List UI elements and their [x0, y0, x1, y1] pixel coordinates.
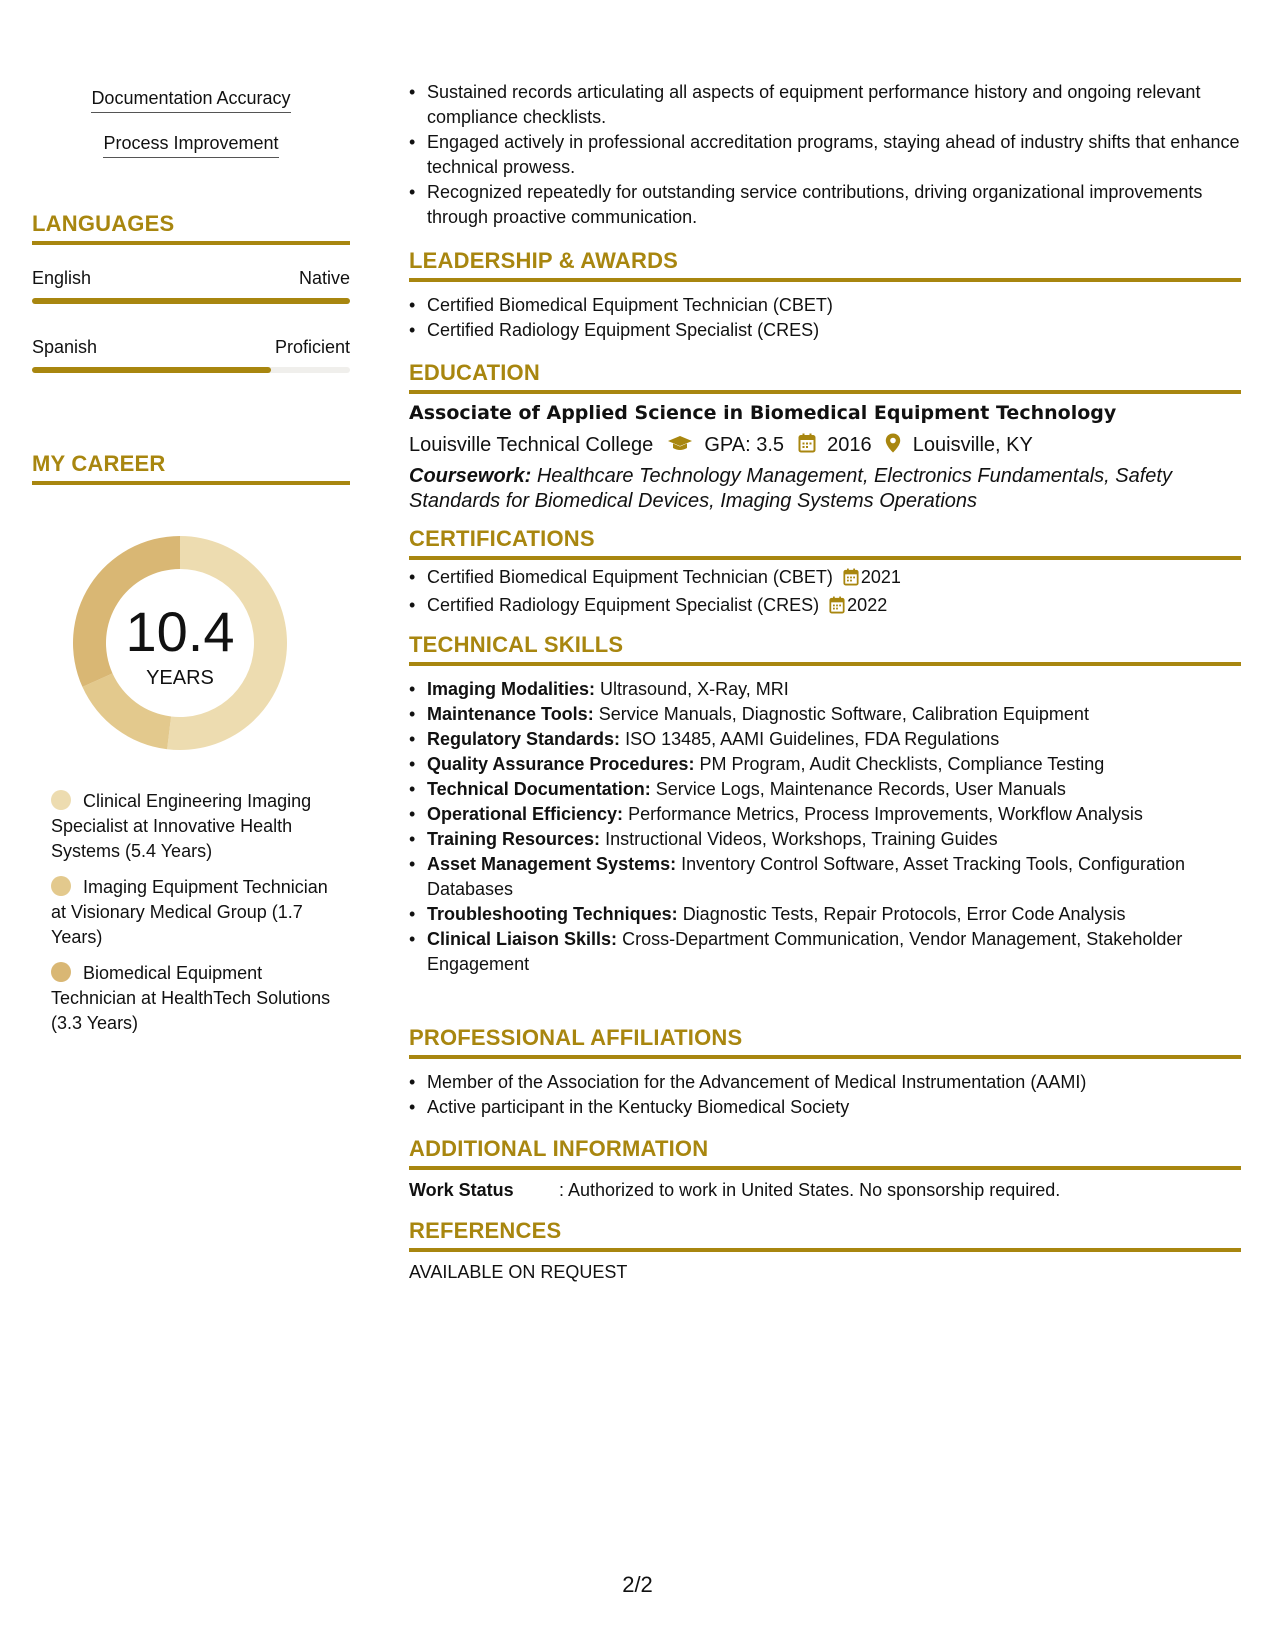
degree-title: Associate of Applied Science in Biomedical Equipment Technology [409, 402, 1117, 424]
list-item: • Certified Biomedical Equipment Technician (CBET) 2021 [427, 565, 1241, 593]
graduation-cap-icon [667, 435, 693, 459]
work-status-label: Work Status [409, 1180, 514, 1200]
career-item: Clinical Engineering Imaging Specialist at Innovative Health Systems (5.4 Years) [51, 791, 312, 861]
school-location: Louisville, KY [912, 434, 1033, 456]
legend-dot-icon [51, 790, 71, 810]
career-heading: MY CAREER [32, 451, 350, 485]
cert-year: 2022 [847, 595, 888, 615]
coursework-text: Healthcare Technology Management, Electronics Fundamentals, Safety Standards for Biomedical Devices, Imaging Systems Operations [409, 465, 1172, 512]
location-pin-icon [885, 433, 901, 459]
affiliations-heading: PROFESSIONAL AFFILIATIONS [409, 1025, 1241, 1059]
legend-dot-icon [51, 876, 71, 896]
language-bar-fill [32, 298, 350, 304]
list-item: • Certified Radiology Equipment Specialist (CRES) 2022 [427, 593, 1241, 621]
list-item: • Troubleshooting Techniques: Diagnostic Tests, Repair Protocols, Error Code Analysis [427, 902, 1241, 927]
list-item: • Engaged actively in professional accreditation programs, staying ahead of industry shifts that enhance technical prowess. [427, 130, 1241, 180]
cert-year: 2021 [860, 567, 901, 587]
technical-skills-heading: TECHNICAL SKILLS [409, 632, 1241, 666]
language-bar-fill [32, 367, 271, 373]
coursework-label: Coursework: [409, 465, 532, 487]
career-item: Imaging Equipment Technician at Visionary Medical Group (1.7 Years) [51, 877, 328, 947]
language-bar [32, 298, 350, 304]
list-item: • Maintenance Tools: Service Manuals, Diagnostic Software, Calibration Equipment [427, 702, 1241, 727]
work-status-row [409, 1180, 1060, 1201]
languages-heading: LANGUAGES [32, 211, 350, 245]
career-total-years: 10.4 [125, 600, 235, 663]
leadership-heading: LEADERSHIP & AWARDS [409, 248, 1241, 282]
page-number: 2/2 [622, 1572, 653, 1597]
list-item: • Operational Efficiency: Performance Metrics, Process Improvements, Workflow Analysis [427, 802, 1241, 827]
list-item: • Certified Radiology Equipment Specialist (CRES) [427, 318, 1241, 343]
list-item: • Member of the Association for the Advancement of Medical Instrumentation (AAMI) [427, 1070, 1241, 1095]
career-donut-chart [67, 530, 293, 756]
gpa: GPA: 3.5 [704, 434, 785, 456]
leadership-list [409, 293, 1241, 343]
affiliations-list [409, 1070, 1241, 1120]
technical-skills-list [409, 677, 1241, 977]
list-item: • Certified Biomedical Equipment Technician (CBET) [427, 293, 1241, 318]
calendar-icon [829, 596, 845, 621]
list-item: • Training Resources: Instructional Videos, Workshops, Training Guides [427, 827, 1241, 852]
language-name: English [32, 268, 92, 288]
language-level: Proficient [274, 337, 350, 357]
language-name: Spanish [32, 337, 98, 357]
skill-tag: Process Improvement [32, 133, 350, 154]
certifications-list [409, 565, 1241, 621]
calendar-icon [798, 433, 816, 459]
career-item: Biomedical Equipment Technician at HealthTech Solutions (3.3 Years) [51, 963, 331, 1033]
list-item: • Regulatory Standards: ISO 13485, AAMI Guidelines, FDA Regulations [427, 727, 1241, 752]
references-heading: REFERENCES [409, 1218, 1241, 1252]
language-level: Native [298, 268, 350, 288]
references-text: AVAILABLE ON REQUEST [409, 1262, 628, 1282]
additional-info-heading: ADDITIONAL INFORMATION [409, 1136, 1241, 1170]
list-item: • Active participant in the Kentucky Biomedical Society [427, 1095, 1241, 1120]
skill-tag: Documentation Accuracy [32, 88, 350, 109]
list-item: • Sustained records articulating all aspects of equipment performance history and ongoing relevant compliance checklists. [427, 80, 1241, 130]
career-unit: YEARS [146, 667, 214, 689]
language-bar [32, 367, 350, 373]
list-item: • Clinical Liaison Skills: Cross-Department Communication, Vendor Management, Stakeholder Engagement [427, 927, 1241, 977]
experience-bullets [409, 80, 1241, 230]
list-item: • Technical Documentation: Service Logs, Maintenance Records, User Manuals [427, 777, 1241, 802]
list-item: • Recognized repeatedly for outstanding service contributions, driving organizational improvements through proactive communication. [427, 180, 1241, 230]
list-item: • Quality Assurance Procedures: PM Program, Audit Checklists, Compliance Testing [427, 752, 1241, 777]
coursework [409, 464, 1209, 514]
certifications-heading: CERTIFICATIONS [409, 526, 1241, 560]
work-status-value: : Authorized to work in United States. No sponsorship required. [559, 1180, 1061, 1200]
list-item: • Asset Management Systems: Inventory Control Software, Asset Tracking Tools, Configuration Databases [427, 852, 1241, 902]
school-name: Louisville Technical College [409, 434, 654, 456]
legend-dot-icon [51, 962, 71, 982]
education-meta [409, 433, 1033, 459]
graduation-year: 2016 [827, 434, 872, 456]
list-item: • Imaging Modalities: Ultrasound, X-Ray, MRI [427, 677, 1241, 702]
education-heading: EDUCATION [409, 360, 1241, 394]
calendar-icon [843, 568, 859, 593]
